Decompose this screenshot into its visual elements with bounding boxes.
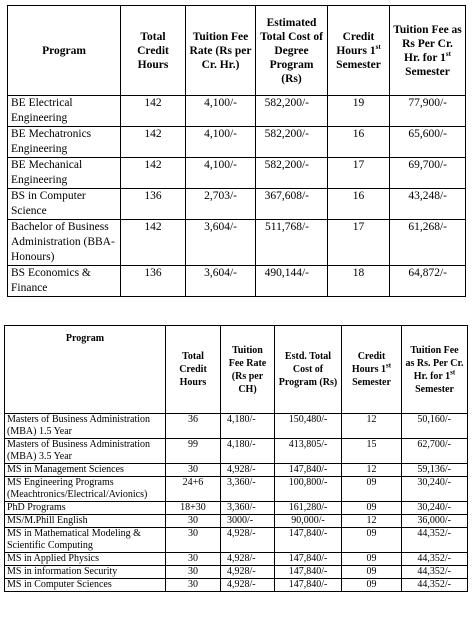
cell-tuition-fee-1st-semester: 30,240/- xyxy=(402,477,468,502)
cell-credit-hours-1st-semester: 16 xyxy=(328,127,390,158)
cell-program: BS Economics & Finance xyxy=(8,266,121,297)
cell-tuition-fee-1st-semester: 44,352/- xyxy=(402,579,468,592)
cell-tuition-fee-1st-semester: 64,872/- xyxy=(390,266,466,297)
header-estd-total-cost: Estd. Total Cost of Program (Rs) xyxy=(275,326,342,414)
table-row xyxy=(5,553,468,566)
cell-total-credit-hours: 136 xyxy=(121,189,186,220)
cell-tuition-fee-1st-semester: 30,240/- xyxy=(402,502,468,515)
cell-program: MS/M.Phill English xyxy=(5,515,166,528)
cell-total-cost: 150,480/- xyxy=(275,414,342,439)
cell-total-credit-hours: 142 xyxy=(121,96,186,127)
table-row xyxy=(5,579,468,592)
cell-credit-hours-1st-semester: 17 xyxy=(328,220,390,266)
cell-credit-hours-1st-semester: 09 xyxy=(342,502,402,515)
cell-total-credit-hours: 30 xyxy=(166,528,221,553)
cell-program: PhD Programs xyxy=(5,502,166,515)
cell-credit-hours-1st-semester: 09 xyxy=(342,566,402,579)
table-row xyxy=(5,528,468,553)
cell-tuition-fee-rate: 4,100/- xyxy=(186,96,256,127)
cell-tuition-fee-rate: 2,703/- xyxy=(186,189,256,220)
cell-total-credit-hours: 30 xyxy=(166,579,221,592)
table-header-row xyxy=(8,6,466,96)
table-row xyxy=(8,189,466,220)
cell-total-cost: 582,200/- xyxy=(256,96,328,127)
cell-total-credit-hours: 30 xyxy=(166,566,221,579)
cell-total-credit-hours: 30 xyxy=(166,553,221,566)
cell-tuition-fee-1st-semester: 36,000/- xyxy=(402,515,468,528)
table-row xyxy=(5,414,468,439)
cell-credit-hours-1st-semester: 19 xyxy=(328,96,390,127)
cell-program: BS in Computer Science xyxy=(8,189,121,220)
cell-tuition-fee-rate: 4,928/- xyxy=(221,464,275,477)
cell-tuition-fee-rate: 4,928/- xyxy=(221,528,275,553)
cell-program: MS in Mathematical Modeling & Scientific Computing xyxy=(5,528,166,553)
table-row xyxy=(5,439,468,464)
header-tuition-fee-1st-semester: Tuition Fee as Rs. Per Cr. Hr. for 1st Semester xyxy=(402,326,468,414)
cell-credit-hours-1st-semester: 15 xyxy=(342,439,402,464)
header-program: Program xyxy=(8,6,121,96)
table-row xyxy=(8,220,466,266)
header-tuition-fee-1st-semester: Tuition Fee as Rs Per Cr. Hr. for 1st Semester xyxy=(390,6,466,96)
cell-credit-hours-1st-semester: 12 xyxy=(342,464,402,477)
cell-total-cost: 147,840/- xyxy=(275,553,342,566)
cell-tuition-fee-rate: 3,604/- xyxy=(186,220,256,266)
cell-tuition-fee-rate: 4,928/- xyxy=(221,579,275,592)
cell-tuition-fee-rate: 4,100/- xyxy=(186,158,256,189)
cell-total-cost: 582,200/- xyxy=(256,127,328,158)
cell-credit-hours-1st-semester: 16 xyxy=(328,189,390,220)
header-total-credit-hours: Total Credit Hours xyxy=(121,6,186,96)
table-row xyxy=(5,502,468,515)
cell-credit-hours-1st-semester: 12 xyxy=(342,515,402,528)
table-row xyxy=(5,464,468,477)
table-row xyxy=(5,515,468,528)
cell-total-cost: 367,608/- xyxy=(256,189,328,220)
cell-tuition-fee-rate: 3,360/- xyxy=(221,477,275,502)
cell-program: BE Mechanical Engineering xyxy=(8,158,121,189)
table-header-row xyxy=(5,326,468,414)
cell-tuition-fee-rate: 3,360/- xyxy=(221,502,275,515)
cell-total-cost: 90,000/- xyxy=(275,515,342,528)
cell-tuition-fee-1st-semester: 61,268/- xyxy=(390,220,466,266)
cell-total-credit-hours: 142 xyxy=(121,127,186,158)
cell-credit-hours-1st-semester: 17 xyxy=(328,158,390,189)
cell-tuition-fee-1st-semester: 59,136/- xyxy=(402,464,468,477)
cell-program: MS in information Security xyxy=(5,566,166,579)
table-row xyxy=(8,96,466,127)
cell-tuition-fee-1st-semester: 43,248/- xyxy=(390,189,466,220)
cell-credit-hours-1st-semester: 09 xyxy=(342,477,402,502)
cell-program: MS in Computer Sciences xyxy=(5,579,166,592)
table-row xyxy=(8,266,466,297)
undergraduate-fee-table xyxy=(7,5,466,297)
header-tuition-fee-rate: Tuition Fee Rate (Rs per Cr. Hr.) xyxy=(186,6,256,96)
cell-total-cost: 511,768/- xyxy=(256,220,328,266)
header-total-credit-hours: Total Credit Hours xyxy=(166,326,221,414)
cell-total-cost: 161,280/- xyxy=(275,502,342,515)
cell-tuition-fee-1st-semester: 65,600/- xyxy=(390,127,466,158)
cell-total-cost: 147,840/- xyxy=(275,579,342,592)
table-row xyxy=(5,566,468,579)
cell-tuition-fee-rate: 4,928/- xyxy=(221,566,275,579)
header-credit-hours-1st-semester: Credit Hours 1st Semester xyxy=(328,6,390,96)
cell-program: Masters of Business Administration (MBA) 1.5 Year xyxy=(5,414,166,439)
cell-total-credit-hours: 24+6 xyxy=(166,477,221,502)
cell-program: MS in Applied Physics xyxy=(5,553,166,566)
cell-tuition-fee-rate: 3000/- xyxy=(221,515,275,528)
cell-total-cost: 100,800/- xyxy=(275,477,342,502)
cell-program: MS in Management Sciences xyxy=(5,464,166,477)
cell-program: BE Electrical Engineering xyxy=(8,96,121,127)
cell-tuition-fee-1st-semester: 44,352/- xyxy=(402,553,468,566)
cell-tuition-fee-rate: 4,180/- xyxy=(221,439,275,464)
cell-program: Masters of Business Administration (MBA) 3.5 Year xyxy=(5,439,166,464)
cell-total-credit-hours: 99 xyxy=(166,439,221,464)
cell-total-cost: 490,144/- xyxy=(256,266,328,297)
cell-total-cost: 582,200/- xyxy=(256,158,328,189)
cell-tuition-fee-rate: 4,100/- xyxy=(186,127,256,158)
cell-total-cost: 147,840/- xyxy=(275,464,342,477)
cell-tuition-fee-1st-semester: 50,160/- xyxy=(402,414,468,439)
cell-total-cost: 147,840/- xyxy=(275,528,342,553)
header-program: Program xyxy=(5,326,166,414)
cell-credit-hours-1st-semester: 09 xyxy=(342,553,402,566)
header-credit-hours-1st-semester: Credit Hours 1st Semester xyxy=(342,326,402,414)
header-estimated-total-cost: Estimated Total Cost of Degree Program (Rs) xyxy=(256,6,328,96)
table-row xyxy=(8,158,466,189)
cell-total-credit-hours: 142 xyxy=(121,220,186,266)
cell-credit-hours-1st-semester: 09 xyxy=(342,579,402,592)
cell-tuition-fee-1st-semester: 44,352/- xyxy=(402,566,468,579)
cell-tuition-fee-rate: 3,604/- xyxy=(186,266,256,297)
cell-credit-hours-1st-semester: 18 xyxy=(328,266,390,297)
cell-total-credit-hours: 30 xyxy=(166,515,221,528)
cell-total-cost: 147,840/- xyxy=(275,566,342,579)
graduate-fee-table xyxy=(4,325,468,592)
table-row xyxy=(5,477,468,502)
cell-tuition-fee-1st-semester: 69,700/- xyxy=(390,158,466,189)
table-row xyxy=(8,127,466,158)
cell-total-cost: 413,805/- xyxy=(275,439,342,464)
cell-program: BE Mechatronics Engineering xyxy=(8,127,121,158)
cell-total-credit-hours: 136 xyxy=(121,266,186,297)
cell-tuition-fee-1st-semester: 77,900/- xyxy=(390,96,466,127)
cell-credit-hours-1st-semester: 09 xyxy=(342,528,402,553)
cell-total-credit-hours: 36 xyxy=(166,414,221,439)
cell-tuition-fee-rate: 4,928/- xyxy=(221,553,275,566)
cell-tuition-fee-rate: 4,180/- xyxy=(221,414,275,439)
cell-total-credit-hours: 18+30 xyxy=(166,502,221,515)
cell-credit-hours-1st-semester: 12 xyxy=(342,414,402,439)
cell-tuition-fee-1st-semester: 44,352/- xyxy=(402,528,468,553)
cell-tuition-fee-1st-semester: 62,700/- xyxy=(402,439,468,464)
cell-program: MS Engineering Programs (Meachtronics/Electrical/Avionics) xyxy=(5,477,166,502)
cell-total-credit-hours: 142 xyxy=(121,158,186,189)
cell-total-credit-hours: 30 xyxy=(166,464,221,477)
header-tuition-fee-rate: Tuition Fee Rate (Rs per CH) xyxy=(221,326,275,414)
cell-program: Bachelor of Business Administration (BBA-Honours) xyxy=(8,220,121,266)
